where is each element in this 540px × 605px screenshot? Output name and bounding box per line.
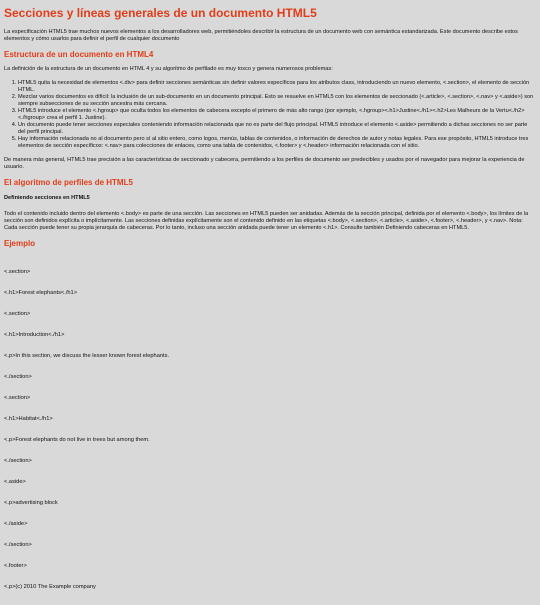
intro-paragraph: La especificación HTML5 trae muchos nuevos elementos a los desarrolladores web, permitiéndoles describir la estructura de un documento web con semántica estandarizada. Este documento describe estos elementos y cómo usarlos para definir el perfil de cualquier documento: [4, 29, 518, 42]
list-item: 1. HTML5 quita la necesidad de elementos <.div> para definir secciones semánticas sin definir valores específicos para los atributos class, introduciendo un nuevo elemento, <.section>, el elemento de sección HTML.: [18, 80, 534, 94]
algorithm-paragraph: Todo el contenido incluido dentro del elemento <.body> es parte de una sección. Las secciones en HTML5 pueden ser anidadas. Además de la sección principal, definida por el elemento <.body>, los límites de la sección son definidos explícita o implícitamente. Las secciones definidas explícitamente son el contenido definido en las etiquetas <.body>, <.section>, <.article>, <.aside>, <.footer>, <.header>, y <.nav>. Nota: Cada sección puede tener su propia jerarquía de cabeceras. Por lo tanto, incluso una sección anidada puede tener un elemento <.h1>. Consulte también Definiendo cabeceras en HTML5.: [4, 211, 529, 231]
code-line: <./section>: [4, 542, 32, 548]
code-line: <.h1>Habitat<./h1>: [4, 416, 53, 422]
example-code-block: [4, 255, 534, 605]
code-line: <.p>Forest elephants do not live in trees but among them.: [4, 437, 150, 443]
code-line: <.section>: [4, 269, 31, 275]
html4-intro-paragraph: La definición de la estructura de un documento en HTML 4 y su algoritmo de perfilado es muy tosco y genera numerosos problemas:: [4, 66, 333, 72]
list-item: 3. HTML5 introduce el elemento <.hgroup> que oculta todos los elementos de cabecera excepto el primero de más alto rango (por ejemplo, <.hgroup><.h1>Justine<./h1><.h2>Les Malheurs de la Vertu<./h2><./hgroup> crea el perfil 1. Justine).: [18, 108, 534, 122]
section-heading-html4: Estructura de un documento en HTML4: [4, 50, 154, 59]
section-heading-example: Ejemplo: [4, 239, 36, 248]
code-line: <.p>In this section, we discuss the lesser known forest elephants.: [4, 353, 170, 359]
subheading-defining-sections: Definiendo secciones en HTML5: [4, 195, 90, 201]
code-line: <.section>: [4, 395, 31, 401]
section-heading-algorithm: El algoritmo de perfiles de HTML5: [4, 178, 133, 187]
problems-list: [18, 80, 534, 150]
code-line: <./section>: [4, 458, 32, 464]
list-item: 4. Un documento puede tener secciones especiales conteniendo información relacionada que no es parte del flujo principal. HTML5 introduce el elemento <.aside> permitiendo a dichas secciones no ser parte del perfil principal.: [18, 122, 534, 136]
page-title: Secciones y líneas generales de un documento HTML5: [4, 6, 317, 20]
code-line: <./section>: [4, 374, 32, 380]
code-line: <.aside>: [4, 479, 26, 485]
code-line: <.p>advertising block: [4, 500, 58, 506]
code-line: <.h1>Forest elephants<./h1>: [4, 290, 78, 296]
code-line: <.h1>Introduction<./h1>: [4, 332, 65, 338]
code-line: <./aside>: [4, 521, 28, 527]
code-line: <.footer>: [4, 563, 27, 569]
list-item: 5. Hay información relacionada no al documento pero sí al sitio entero, como logos, menús, tablas de contenidos, o información de derechos de autor y notas legales. Para ese propósito, HTML5 introduce tres elementos de sección específicos: <.nav> para colecciones de enlaces, como una tabla de contenidos, <.footer> y <.header> información relacionada con el sitio.: [18, 136, 534, 150]
code-line: <.p>(c) 2010 The Example company: [4, 584, 96, 590]
list-item: 2. Mezclar varios documentos es difícil: la inclusión de un sub-documento en un documento principal. Esto se resuelve en HTML5 con los elementos de seccionado (<.article>, <.section>, <.nav> y <.aside>) son siempre subsecciones de su sección ancestra más cercana.: [18, 94, 534, 108]
code-line: <.section>: [4, 311, 31, 317]
html4-summary-paragraph: De manera más general, HTML5 trae precisión a las características de seccionado y cabecera, permitiendo a los perfiles de documento ser predecibles y usados por el navegador para mejorar la experiencia de usuario.: [4, 157, 525, 170]
